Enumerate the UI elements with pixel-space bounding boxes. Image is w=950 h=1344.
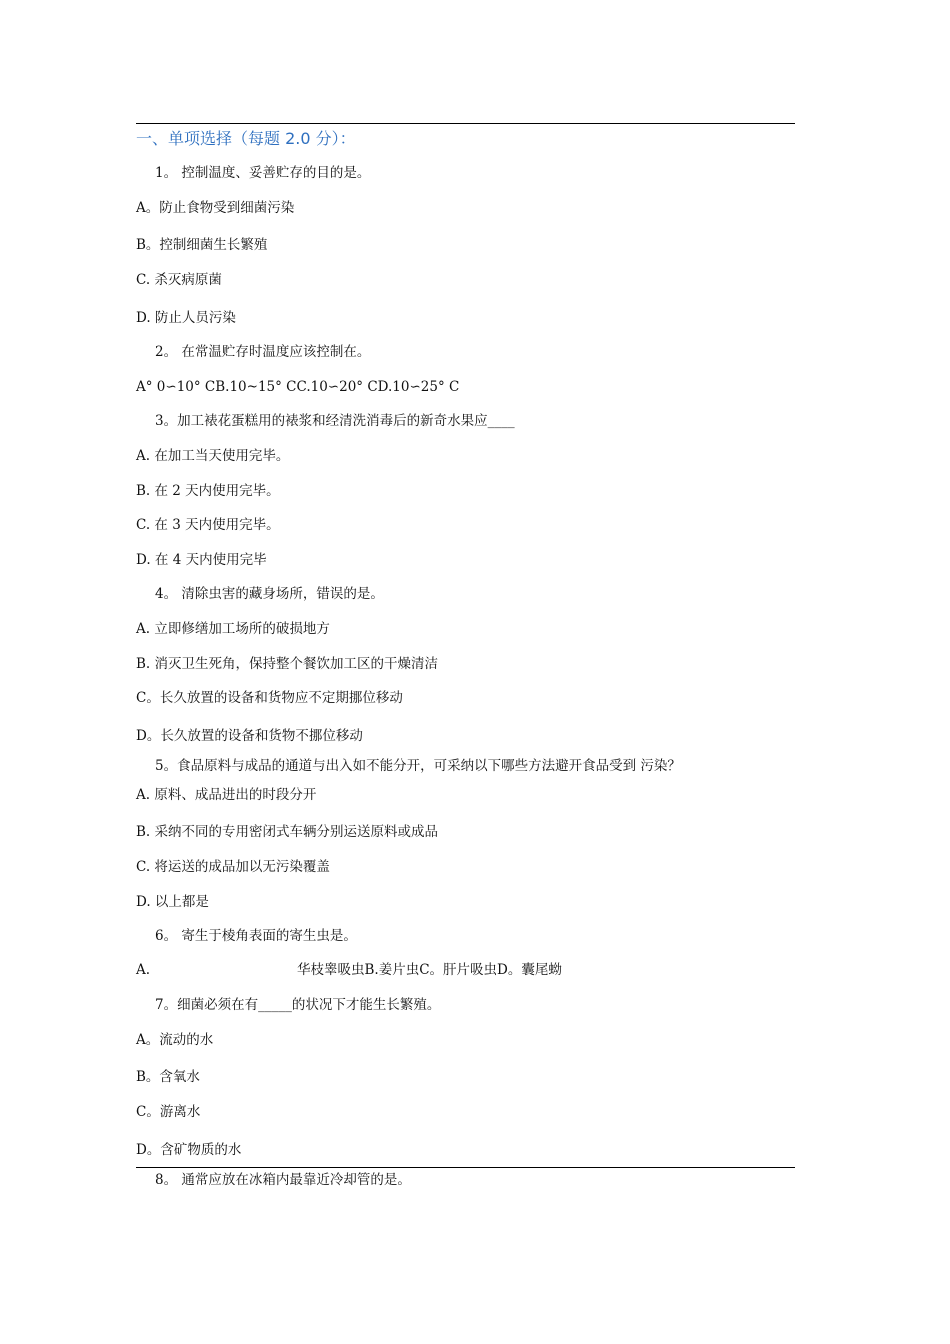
q1-option-d: D. 防止人员污染	[136, 310, 236, 326]
q5-option-d: D. 以上都是	[136, 894, 209, 910]
q5-option-b: B. 采纳不同的专用密闭式车辆分别运送原料或成品	[136, 824, 439, 840]
q4-option-a: A. 立即修缮加工场所的破损地方	[136, 621, 330, 637]
q1-option-a: A。防止食物受到细菌污染	[136, 200, 295, 216]
q6-option-a-label: A.	[136, 962, 151, 978]
question-4: 4。 清除虫害的藏身场所，错误的是。	[155, 586, 384, 602]
question-7: 7。细菌必须在有_____的状况下才能生长繁殖。	[155, 997, 441, 1013]
q2-options: A° 0∽10° CB.10~15° CC.10∽20° CD.10∽25° C	[136, 379, 460, 395]
top-rule	[136, 123, 795, 124]
q4-option-b: B. 消灭卫生死角，保持整个餐饮加工区的干燥清洁	[136, 656, 439, 672]
q7-option-d: D。含矿物质的水	[136, 1142, 242, 1158]
q3-option-a: A. 在加工当天使用完毕。	[136, 448, 290, 464]
bottom-rule	[136, 1167, 795, 1168]
q4-option-d: D。长久放置的设备和货物不挪位移动	[136, 728, 363, 744]
q7-option-a: A。流动的水	[136, 1032, 214, 1048]
q5-option-a: A. 原料、成品进出的时段分开	[136, 787, 317, 803]
q7-option-b: B。含氧水	[136, 1069, 200, 1085]
q3-option-b: B. 在 2 天内使用完毕。	[136, 483, 280, 499]
q1-option-b: B。控制细菌生长繁殖	[136, 237, 268, 253]
question-6: 6。 寄生于棱角表面的寄生虫是。	[155, 928, 357, 944]
q3-option-d: D. 在 4 天内使用完毕	[136, 552, 267, 568]
q5-option-c: C. 将运送的成品加以无污染覆盖	[136, 859, 330, 875]
question-5: 5。食品原料与成品的通道与出入如不能分开，可采纳以下哪些方法避开食品受到 污染？	[155, 758, 681, 774]
q6-options: 华枝睾吸虫B.姜片虫C。肝片吸虫D。囊尾蚴	[297, 962, 562, 978]
question-1: 1。 控制温度、妥善贮存的目的是。	[155, 165, 371, 181]
q7-option-c: C。游离水	[136, 1104, 201, 1120]
question-8: 8。 通常应放在冰箱内最靠近冷却管的是。	[155, 1172, 411, 1188]
q3-option-c: C. 在 3 天内使用完毕。	[136, 517, 280, 533]
question-3: 3。加工裱花蛋糕用的裱浆和经清洗消毒后的新奇水果应____	[155, 413, 515, 429]
section-heading: 一、单项选择（每题 2.0 分）：	[136, 129, 356, 148]
q1-option-c: C. 杀灭病原菌	[136, 272, 222, 288]
q4-option-c: C。长久放置的设备和货物应不定期挪位移动	[136, 690, 403, 706]
question-2: 2。 在常温贮存时温度应该控制在。	[155, 344, 371, 360]
